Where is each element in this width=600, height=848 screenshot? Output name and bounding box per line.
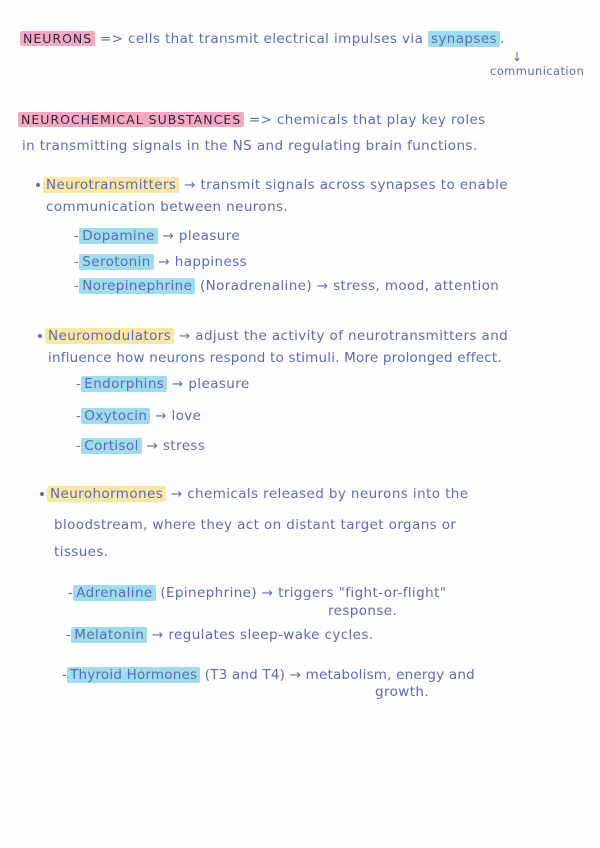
item-rest: → regulates sleep-wake cycles. bbox=[151, 627, 374, 643]
list-item: - Cortisol → stress bbox=[76, 438, 206, 454]
down-arrow-icon: ↓ bbox=[512, 50, 523, 64]
item-name: Dopamine bbox=[79, 228, 157, 244]
item-rest: → stress bbox=[146, 438, 206, 454]
neurotransmitters-line-1 bbox=[36, 177, 508, 193]
neuromodulators-line-1 bbox=[38, 328, 508, 344]
neurohormones-line-1 bbox=[40, 486, 468, 502]
item-rest: (Epinephrine) → triggers "fight-or-flight" bbox=[160, 585, 447, 601]
item-name: Melatonin bbox=[71, 627, 147, 643]
neurohormones-term: Neurohormones bbox=[47, 486, 166, 502]
neurochem-definition-1: => chemicals that play key roles bbox=[248, 112, 486, 128]
neurons-line bbox=[20, 31, 505, 47]
neurons-term: NEURONS bbox=[20, 31, 95, 46]
item-rest: → happiness bbox=[158, 254, 248, 270]
neuromodulators-definition-2: influence how neurons respond to stimuli. More prolonged effect. bbox=[48, 350, 502, 366]
item-rest: (T3 and T4) → metabolism, energy and bbox=[204, 667, 475, 683]
item-name: Serotonin bbox=[79, 254, 153, 270]
item-rest-continued: response. bbox=[328, 603, 398, 619]
bullet-icon bbox=[36, 183, 40, 187]
list-item: - Dopamine → pleasure bbox=[74, 228, 241, 244]
item-rest: → pleasure bbox=[162, 228, 241, 244]
item-name: Adrenaline bbox=[73, 585, 155, 601]
neurons-definition: => cells that transmit electrical impulses via bbox=[99, 31, 424, 47]
item-rest-continued: growth. bbox=[375, 684, 430, 700]
neurochem-line-1 bbox=[18, 112, 486, 128]
neurohormones-definition-3: tissues. bbox=[54, 544, 109, 560]
list-item: - Thyroid Hormones (T3 and T4) → metabolism, energy and bbox=[62, 667, 475, 683]
item-rest: → pleasure bbox=[171, 376, 250, 392]
neurons-keyword: synapses bbox=[428, 31, 500, 47]
list-item: - Melatonin → regulates sleep-wake cycles. bbox=[66, 627, 374, 643]
neurotransmitters-term: Neurotransmitters bbox=[43, 177, 179, 193]
neurochem-term: NEUROCHEMICAL SUBSTANCES bbox=[18, 112, 244, 127]
bullet-icon bbox=[38, 334, 42, 338]
item-name: Oxytocin bbox=[81, 408, 150, 424]
neurohormones-definition-2: bloodstream, where they act on distant target organs or bbox=[54, 517, 457, 533]
neurochem-definition-2: in transmitting signals in the NS and regulating brain functions. bbox=[22, 138, 478, 154]
item-name: Norepinephrine bbox=[79, 278, 195, 294]
neuromodulators-definition-1: → adjust the activity of neurotransmitters and bbox=[178, 328, 509, 344]
neurons-keyword-tail: . bbox=[499, 31, 505, 47]
neurotransmitters-definition-1: → transmit signals across synapses to enable bbox=[184, 177, 508, 193]
list-item: - Norepinephrine (Noradrenaline) → stress, mood, attention bbox=[74, 278, 500, 294]
list-item: - Adrenaline (Epinephrine) → triggers "fight-or-flight" bbox=[68, 585, 447, 601]
item-rest: (Noradrenaline) → stress, mood, attention bbox=[199, 278, 500, 294]
list-item: - Endorphins → pleasure bbox=[76, 376, 250, 392]
list-item: - Serotonin → happiness bbox=[74, 254, 248, 270]
item-name: Thyroid Hormones bbox=[67, 667, 200, 683]
neuromodulators-term: Neuromodulators bbox=[45, 328, 174, 344]
item-rest: → love bbox=[155, 408, 202, 424]
bullet-icon bbox=[40, 492, 44, 496]
list-item: - Oxytocin → love bbox=[76, 408, 202, 424]
neurohormones-definition-1: → chemicals released by neurons into the bbox=[170, 486, 469, 502]
neurotransmitters-definition-2: communication between neurons. bbox=[46, 199, 289, 215]
neurons-note: communication bbox=[490, 64, 585, 78]
item-name: Endorphins bbox=[81, 376, 167, 392]
item-name: Cortisol bbox=[81, 438, 142, 454]
